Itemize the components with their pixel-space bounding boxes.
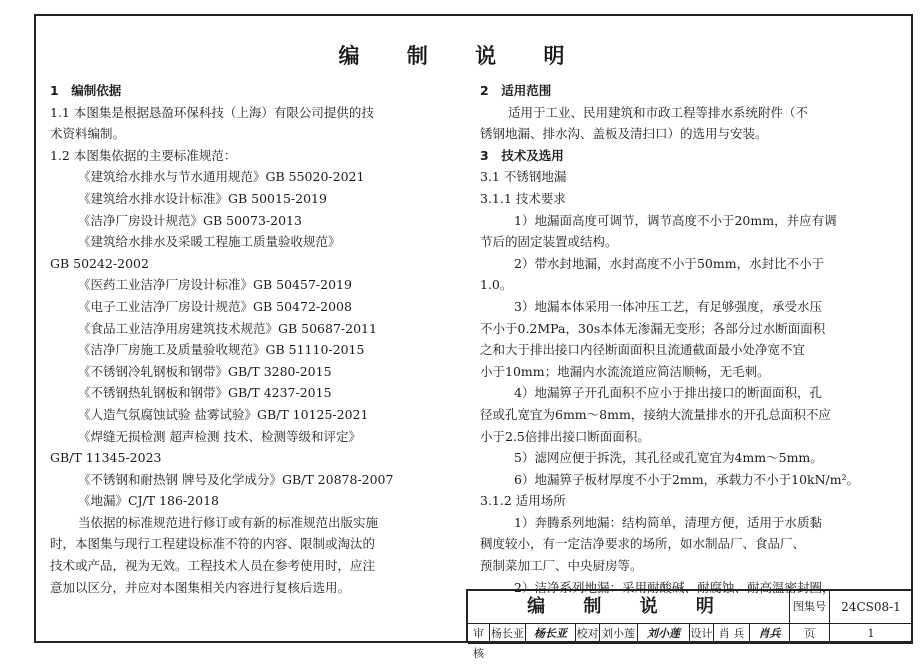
text-line: 《人造气氛腐蚀试验 盐雾试验》GB/T 10125-2021 xyxy=(78,406,369,422)
section-heading: 3 技术及选用 xyxy=(480,147,564,163)
text-line: 当依据的标准规范进行修订或有新的标准规范出版实施 xyxy=(78,514,379,530)
text-line: 4）地漏箅子开孔面积不应小于排出接口的断面面积，孔 xyxy=(514,385,822,401)
text-line: GB 50242-2002 xyxy=(50,255,149,271)
text-line: 《医药工业洁净厂房设计标准》GB 50457-2019 xyxy=(78,277,352,293)
text-line: 1.2 本图集依据的主要标准规范： xyxy=(50,147,237,163)
design-signature: 肖兵 xyxy=(750,624,790,644)
text-line: 技术或产品，视为无效。工程技术人员在参考使用时，应注 xyxy=(50,558,376,574)
text-line: 之和大于排出接口内径断面面积且流通截面最小处净宽不宜 xyxy=(480,342,806,358)
title-block xyxy=(466,589,913,660)
text-line: 意加以区分，并应对本图集相关内容进行复核后选用。 xyxy=(50,579,351,595)
atlas-number-label: 图集号 xyxy=(790,591,830,624)
text-line: 不小于0.2MPa，30s本体无渗漏无变形；各部分过水断面面积 xyxy=(480,320,826,336)
text-line: 1）奔腾系列地漏：结构简单，清理方便，适用于水质黏 xyxy=(514,514,822,530)
text-line: 6）地漏箅子板材厚度不小于2mm，承载力不小于10kN/m²。 xyxy=(514,471,860,487)
page-title: 编 制 说 明 xyxy=(338,43,585,68)
text-line: 时，本图集与现行工程建设标准不符的内容、限制或淘汰的 xyxy=(50,536,376,552)
text-line: 径或孔宽宜为6mm～8mm，接纳大流量排水的开孔总面积不应 xyxy=(480,406,831,422)
review-name: 杨长亚 xyxy=(490,624,526,644)
text-line: 5）滤网应便于拆洗，其孔径或孔宽宜为4mm～5mm。 xyxy=(514,450,823,466)
text-line: 3）地漏本体采用一体冲压工艺，有足够强度，承受水压 xyxy=(514,298,822,314)
text-line: 3.1.2 适用场所 xyxy=(480,493,566,509)
text-line: 《不锈钢冷轧钢板和钢带》GB/T 3280-2015 xyxy=(78,363,332,379)
left-column xyxy=(50,80,450,598)
text-line: 3.1 不锈钢地漏 xyxy=(480,169,567,185)
text-line: 1）地漏面高度可调节，调节高度不小于20mm，并应有调 xyxy=(514,212,837,228)
page-label: 页 xyxy=(790,624,830,644)
text-line: 术资料编制。 xyxy=(50,126,126,142)
check-name: 刘小莲 xyxy=(600,624,638,644)
text-line: 小于2.5倍排出接口断面面积。 xyxy=(480,428,650,444)
text-line: 《不锈钢热轧钢板和钢带》GB/T 4237-2015 xyxy=(78,385,332,401)
design-name: 肖 兵 xyxy=(714,624,750,644)
text-line: 小于10mm；地漏内水流流道应简洁顺畅，无毛刺。 xyxy=(480,363,770,379)
check-label: 校对 xyxy=(576,624,600,644)
text-line: 《建筑给水排水与节水通用规范》GB 55020-2021 xyxy=(78,169,365,185)
text-line: 1.1 本图集是根据恳盈环保科技（上海）有限公司提供的技 xyxy=(50,104,374,120)
text-line: 2）洁净系列地漏：采用耐酸碱、耐腐蚀、耐高温密封圈， xyxy=(514,579,835,595)
check-signature: 刘小莲 xyxy=(638,624,690,644)
section-heading: 1 编制依据 xyxy=(50,83,122,98)
text-line: 1.0。 xyxy=(480,277,513,293)
text-line: 《建筑给水排水设计标准》GB 50015-2019 xyxy=(78,190,327,206)
text-line: 锈钢地漏、排水沟、盖板及清扫口）的选用与安装。 xyxy=(480,126,768,142)
text-line: 《焊缝无损检测 超声检测 技术、检测等级和评定》 xyxy=(78,428,361,444)
text-line: 《电子工业洁净厂房设计规范》GB 50472-2008 xyxy=(78,298,352,314)
text-line: 《不锈钢和耐热钢 牌号及化学成分》GB/T 20878-2007 xyxy=(78,471,394,487)
text-line: 《地漏》CJ/T 186-2018 xyxy=(78,493,219,509)
title-block-main-title: 编 制 说 明 xyxy=(468,591,790,624)
text-line: GB/T 11345-2023 xyxy=(50,450,162,466)
review-signature: 杨长亚 xyxy=(526,624,576,644)
text-line: 稠度较小，有一定洁净要求的场所，如水制品厂、食品厂、 xyxy=(480,536,806,552)
right-column xyxy=(480,80,875,598)
text-line: 预制菜加工厂、中央厨房等。 xyxy=(480,558,643,574)
text-line: 《洁净厂房设计规范》GB 50073-2013 xyxy=(78,212,302,228)
review-label: 审核 xyxy=(468,624,490,644)
text-line: 2）带水封地漏，水封高度不小于50mm，水封比不小于 xyxy=(514,255,825,271)
page-number: 1 xyxy=(830,624,913,644)
text-line: 节后的固定装置或结构。 xyxy=(480,234,618,250)
atlas-number: 24CS08-1 xyxy=(830,591,913,624)
text-line: 《洁净厂房施工及质量验收规范》GB 51110-2015 xyxy=(78,342,365,358)
design-label: 设计 xyxy=(690,624,714,644)
text-line: 适用于工业、民用建筑和市政工程等排水系统附件（不 xyxy=(508,104,809,120)
text-line: 《建筑给水排水及采暖工程施工质量验收规范》 xyxy=(78,234,341,250)
section-heading: 2 适用范围 xyxy=(480,83,552,98)
text-line: 《食品工业洁净用房建筑技术规范》GB 50687-2011 xyxy=(78,320,377,336)
text-line: 3.1.1 技术要求 xyxy=(480,190,566,206)
